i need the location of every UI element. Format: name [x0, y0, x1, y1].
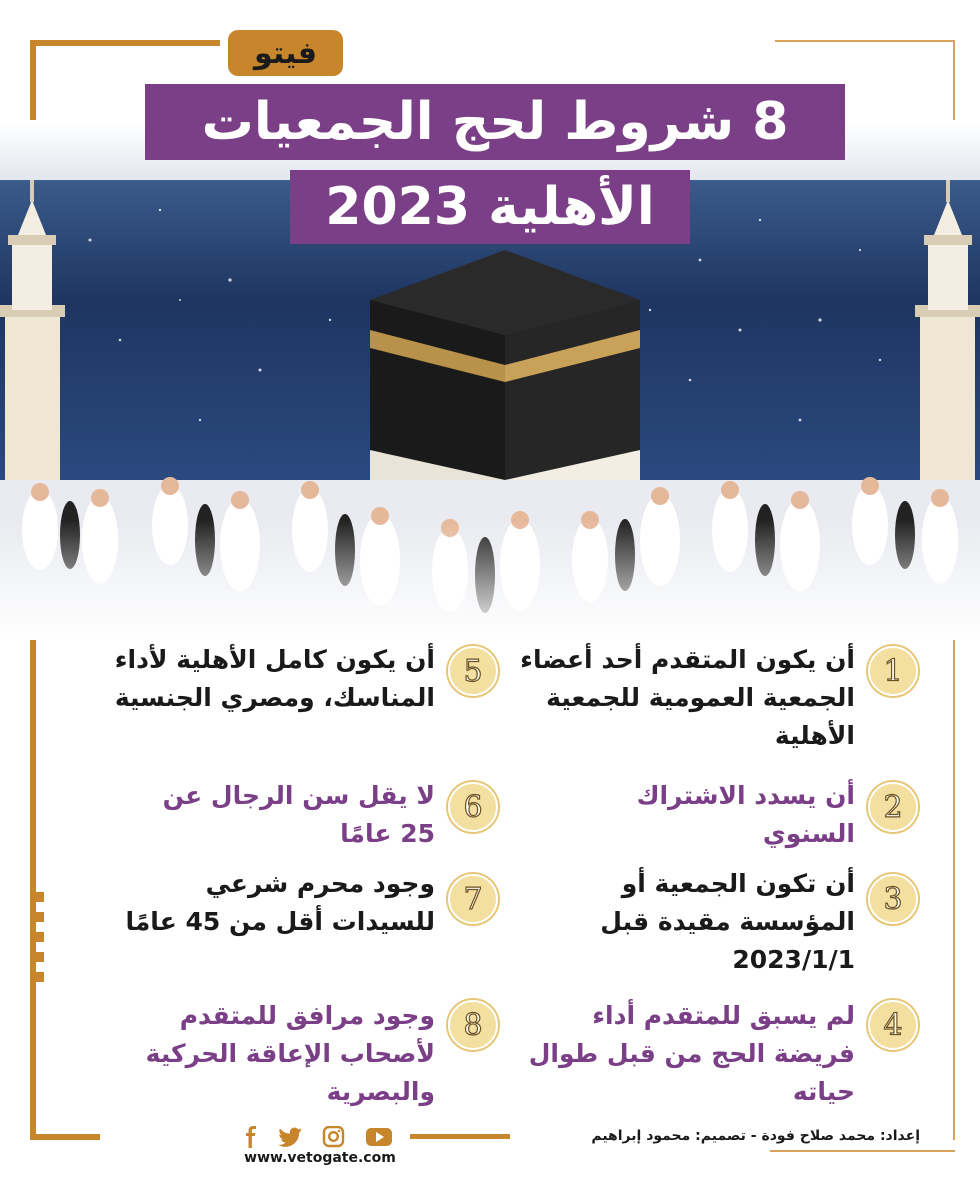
number-badge-5: 5 — [448, 646, 498, 696]
frame-top-border — [30, 40, 220, 46]
twitter-icon[interactable] — [278, 1126, 304, 1148]
vetogate-logo[interactable] — [228, 30, 343, 76]
instagram-icon[interactable] — [320, 1126, 346, 1148]
frame-top-right-border — [775, 40, 955, 42]
logo-text: فيتو — [254, 35, 317, 71]
number-badge-8: 8 — [448, 1000, 498, 1050]
footer-divider — [410, 1134, 510, 1139]
frame-bottom-border — [30, 1134, 100, 1140]
number-badge-2: 2 — [868, 782, 918, 832]
frame-bottom-right-border — [770, 1150, 955, 1152]
condition-5-text: أن يكون كامل الأهلية لأداء المناسك، ومصري الجنسية — [114, 645, 435, 712]
youtube-icon[interactable] — [366, 1126, 392, 1148]
condition-3-text: أن تكون الجمعية أو المؤسسة مقيدة قبل 2023/1/1 — [600, 869, 855, 974]
title-banner-line1 — [145, 84, 845, 160]
number-badge-4: 4 — [868, 1000, 918, 1050]
condition-7-text: وجود محرم شرعي للسيدات أقل من 45 عامًا — [125, 869, 435, 936]
page-title-line2: الأهلية 2023 — [325, 177, 655, 237]
condition-6-text: لا يقل سن الرجال عن 25 عامًا — [162, 781, 435, 848]
facebook-icon[interactable] — [238, 1126, 264, 1148]
frame-stripes-bottom — [30, 892, 44, 992]
number-badge-7: 7 — [448, 874, 498, 924]
condition-2-text: أن يسدد الاشتراك السنوي — [636, 781, 855, 848]
number-badge-1: 1 — [868, 646, 918, 696]
number-badge-6: 6 — [448, 782, 498, 832]
condition-8-text: وجود مرافق للمتقدم لأصحاب الإعاقة الحركية والبصرية — [145, 1001, 435, 1106]
number-badge-3: 3 — [868, 874, 918, 924]
page-title-line1: 8 شروط لحج الجمعيات — [201, 92, 789, 152]
condition-4-text: لم يسبق للمتقدم أداء فريضة الحج من قبل طوال حياته — [528, 1001, 855, 1106]
condition-1-text: أن يكون المتقدم أحد أعضاء الجمعية العمومية للجمعية الأهلية — [520, 645, 855, 750]
credits: إعداد: محمد صلاح فودة - تصميم: محمود إبراهيم — [591, 1128, 920, 1144]
website-link[interactable]: www.vetogate.com — [244, 1150, 396, 1166]
title-banner-line2 — [290, 170, 690, 244]
